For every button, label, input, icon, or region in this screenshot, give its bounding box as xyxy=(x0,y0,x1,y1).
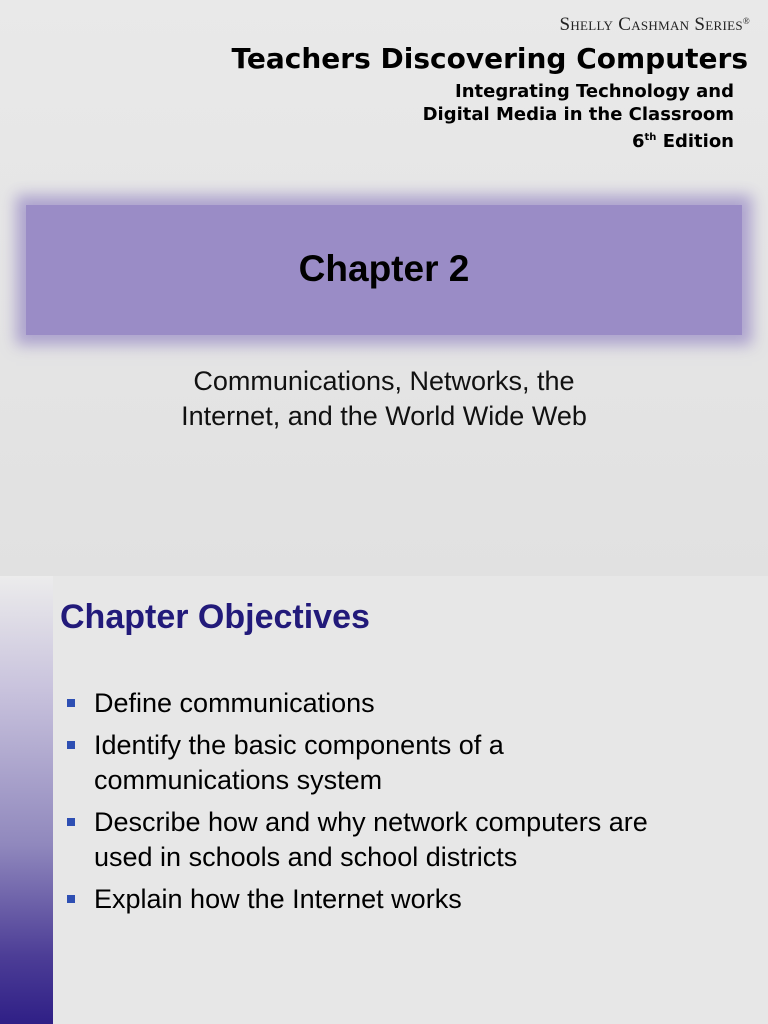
square-bullet-icon xyxy=(67,699,75,707)
objective-line: Explain how the Internet works xyxy=(94,884,462,914)
chapter-label: Chapter 2 xyxy=(298,248,470,289)
objective-line: Describe how and why network computers are xyxy=(94,807,648,837)
series-brand xyxy=(560,14,751,36)
objectives-title: Chapter Objectives xyxy=(60,598,370,636)
chapter-subject xyxy=(0,364,768,434)
square-bullet-icon xyxy=(67,741,75,749)
chapter-subject-line-1: Communications, Networks, the xyxy=(193,366,575,396)
objective-item xyxy=(62,728,752,798)
objective-line: Define communications xyxy=(94,688,375,718)
edition-label: Edition xyxy=(656,131,734,152)
edition-line xyxy=(423,126,734,153)
objective-line-continued: communications system xyxy=(94,765,383,795)
objective-line-continued: used in schools and school districts xyxy=(94,842,518,872)
series-name: Shelly Cashman Series xyxy=(559,14,743,35)
objective-line: Identify the basic components of a xyxy=(94,730,504,760)
edition-number: 6 xyxy=(631,131,645,152)
subtitle-line-1: Integrating Technology and xyxy=(455,81,734,102)
registered-mark: ® xyxy=(742,16,750,26)
edition-suffix: th xyxy=(644,132,657,143)
book-subtitle xyxy=(423,80,734,153)
square-bullet-icon xyxy=(67,818,75,826)
objective-item xyxy=(62,686,752,721)
chapter-subject-line-2: Internet, and the World Wide Web xyxy=(181,401,587,431)
objectives-list xyxy=(62,686,752,924)
objective-item xyxy=(62,882,752,917)
objective-item xyxy=(62,805,752,875)
objectives-slide xyxy=(0,576,768,1024)
square-bullet-icon xyxy=(67,895,75,903)
chapter-band xyxy=(26,205,742,335)
decorative-sidebar xyxy=(0,576,53,1024)
book-title: Teachers Discovering Computers xyxy=(231,42,748,75)
subtitle-line-2: Digital Media in the Classroom xyxy=(422,104,734,125)
